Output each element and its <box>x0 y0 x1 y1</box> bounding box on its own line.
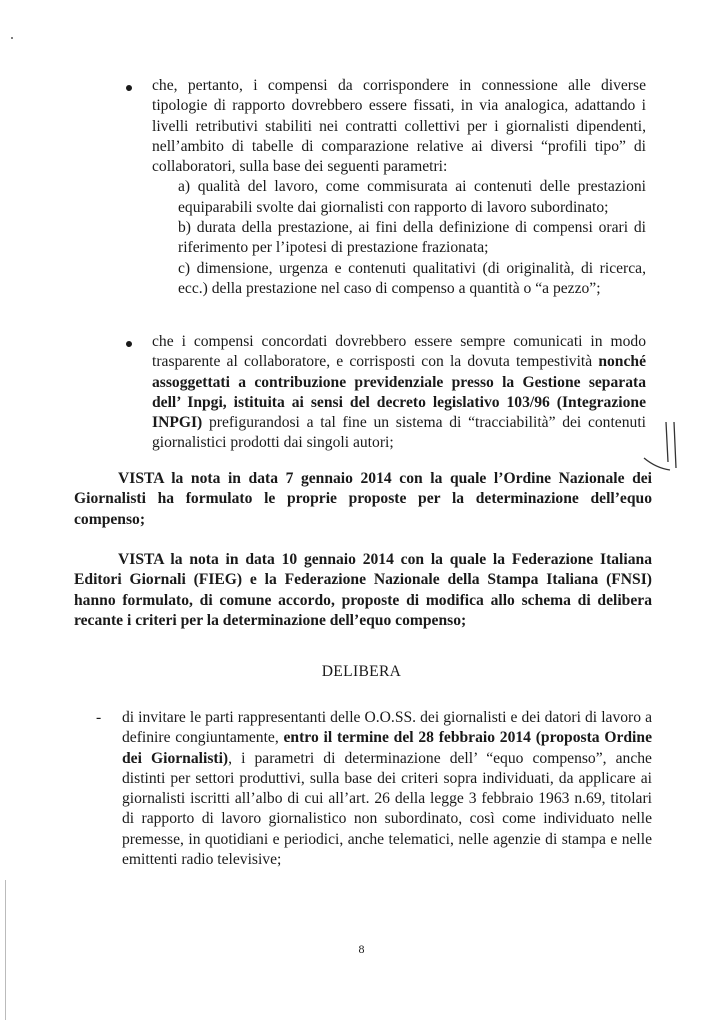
delibera-heading: DELIBERA <box>321 663 402 680</box>
vista-1-text: VISTA la nota in data 7 gennaio 2014 con la quale l’Ordine Nazionale dei Giornalisti ha formulato le proprie proposte per la determinazione dell’equo compenso; <box>74 470 652 528</box>
sub-item-b: b) durata della prestazione, ai fini della definizione di compensi orari di riferimento per l’ipotesi di prestazione frazionata; <box>178 219 646 257</box>
vista-paragraph-ordine <box>74 469 652 530</box>
bullet-dot <box>126 85 132 91</box>
bullet2-bold-text: nonché assoggettati a contribuzione previdenziale presso la Gestione separata dell’ Inpgi, istituita ai sensi del decreto legislativo 103/96 (Integrazione INPGI) <box>152 353 646 432</box>
page-number: 8 <box>358 942 365 956</box>
bullet-intro: che, pertanto, i compensi da corrispondere in connessione alle diverse tipologie di rapporto dovrebbero essere fissati, in via analogica, adattando i livelli retributivi stabiliti nei contratti collettivi per i giornalisti dipendenti, nell’ambito di tabelle di comparazione relative ai diversi “profili tipo” di collaboratori, sulla base dei seguenti parametri: <box>152 77 646 176</box>
bullet-item-compensation <box>126 332 646 454</box>
deliberation-bold-text: entro il termine del 28 febbraio 2014 (proposta Ordine dei Giornalisti) <box>122 729 652 767</box>
sub-item-c: c) dimensione, urgenza e contenuti qualitativi (di originalità, di ricerca, ecc.) della prestazione nel caso di compenso a quantità o “a pezzo”; <box>178 259 646 297</box>
bullet-item-parameters <box>126 76 646 299</box>
scan-mark-top-left <box>10 36 14 40</box>
bullet-text <box>152 76 646 299</box>
bullet-dot <box>126 341 132 347</box>
deliberation-text <box>122 708 652 870</box>
deliberation-text-2: , i parametri di determinazione dell’ “equo compenso”, anche distinti per settori produttivi, sulla base dei criteri sopra individuati, da applicare ai giornalisti iscritti all’albo di cui all’art. 26 della legge 3 febbraio 1963 n.69, titolari di rapporto di lavoro giornalistico non subordinato, così come individuato nelle premesse, in quotidiani e periodici, anche telematici, nelle agenzie di stampa e nelle emittenti radio televisive; <box>122 749 652 869</box>
deliberation-text-1: di invitare le parti rappresentanti delle O.O.SS. dei giornalisti e dei datori di lavoro a definire congiuntamente, <box>122 709 652 747</box>
handwritten-bracket-mark <box>640 418 680 476</box>
vista-2-text: VISTA la nota in data 10 gennaio 2014 con la quale la Federazione Italiana Editori Giornali (FIEG) e la Federazione Nazionale della Stampa Italiana (FNSI) hanno formulato, di comune accordo, proposte di modifica allo schema di delibera recante i criteri per la determinazione dell’equo compenso; <box>74 551 652 629</box>
deliberation-item <box>96 708 652 870</box>
bullet2-text-2: prefigurandosi a tal fine un sistema di “tracciabilità” dei contenuti giornalistici prodotti dai singoli autori; <box>152 414 646 452</box>
dash-marker: - <box>96 709 102 726</box>
sub-item-a: a) qualità del lavoro, come commisurata ai contenuti delle prestazioni equiparabili svolte dai giornalisti con rapporto di lavoro subordinato; <box>178 178 646 216</box>
bullet-text <box>152 332 646 454</box>
bullet2-text-1: che i compensi concordati dovrebbero essere sempre comunicati in modo trasparente al collaboratore, e corrisposti con la dovuta tempestività <box>152 333 646 371</box>
vista-paragraph-fieg-fnsi <box>74 550 652 631</box>
